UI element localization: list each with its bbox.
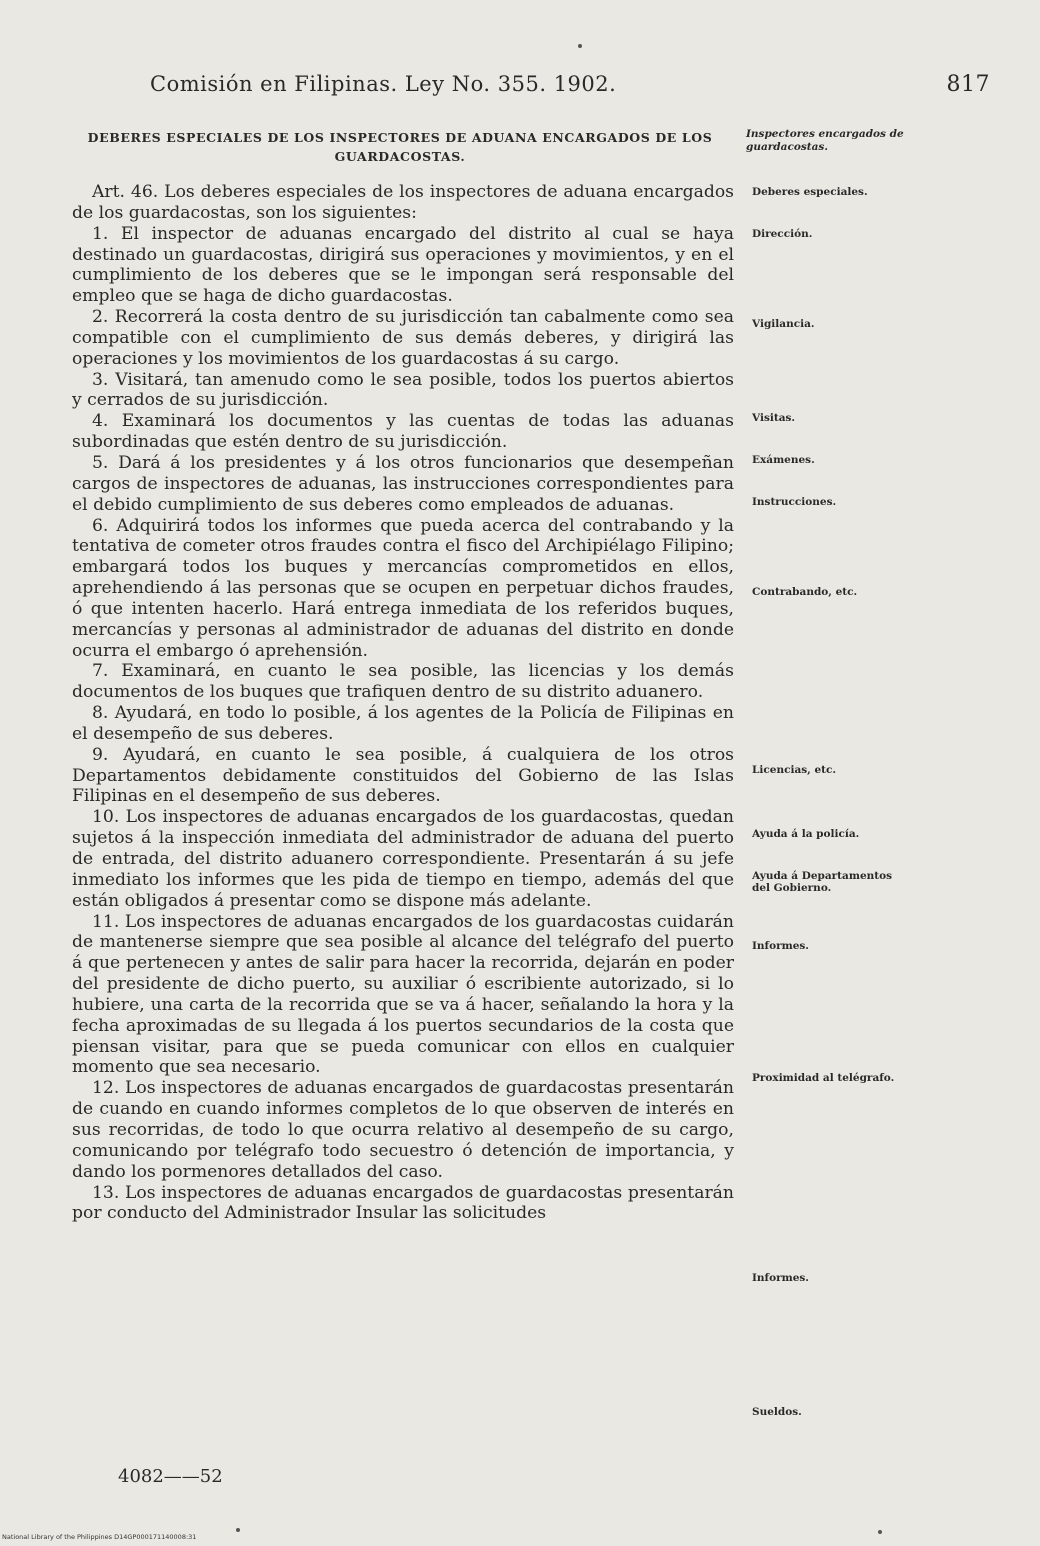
signature-mark: 4082——52 [118,1466,223,1487]
margin-note: Deberes especiales. [752,186,868,198]
margin-note: Vigilancia. [752,318,815,330]
paragraph-12: 12. Los inspectores de aduanas encargados de guardacostas presentarán de cuando en cuando informes completos de lo que observen de interés en sus recorridas, de todo lo que ocurra relativo al desempeño de su cargo, comunicando por telégrafo todo secuestro ó detención de importancia, y dando los pormenores detallados del caso. [72,1078,734,1182]
header-title: Comisión en Filipinas. Ley No. 355. 1902. [150,72,617,96]
paragraph-11: 11. Los inspectores de aduanas encargados de los guardacostas cuidarán de mantenerse siempre que sea posible al alcance del telégrafo del puerto á que pertenecen y antes de salir para hacer la recorrida, dejarán en poder del presidente de dicho puerto, su auxiliar ó escribiente autorizado, si lo hubiere, una carta de la recorrida que se va á hacer, señalando la hora y la fecha aproximadas de su llegada á los puertos secundarios de la costa que piensan visitar, para que se pueda comunicar con ellos en cualquier momento que sea necesario. [72,911,734,1078]
paragraph-2: 2. Recorrerá la costa dentro de su jurisdicción tan cabalmente como sea compatible con el cumplimiento de sus demás deberes, y dirigirá las operaciones y los movimientos de los guardacostas á su cargo. [72,307,734,369]
margin-note: Proximidad al telégrafo. [752,1072,895,1084]
margin-note: Visitas. [752,412,796,424]
paragraph-13: 13. Los inspectores de aduanas encargados de guardacostas presentarán por conducto del Administrador Insular las solicitudes [72,1182,734,1224]
speck [578,44,582,48]
paragraph-4: 4. Examinará los documentos y las cuentas de todas las aduanas subordinadas que estén dentro de su jurisdicción. [72,411,734,453]
paragraph-7: 7. Examinará, en cuanto le sea posible, las licencias y los demás documentos de los buques que trafiquen dentro de su distrito aduanero. [72,661,734,703]
margin-note: Licencias, etc. [752,764,837,776]
margin-note: Dirección. [752,228,813,240]
margin-heading: Inspectores encargados de guardacostas. [746,128,904,153]
paragraph-6: 6. Adquirirá todos los informes que pueda acerca del contrabando y la tentativa de cometer otros fraudes contra el fisco del Archipiélago Filipino; embargará todos los buques y mercancías comprometidos en ellos, aprehendiendo á las personas que se ocupen en perpetuar dichos fraudes, ó que intenten hacerlo. Hará entrega inmediata de los referidos buques, mercancías y personas al administrador de aduanas del distrito en donde ocurra el embargo ó aprehensión. [72,515,734,661]
margin-note: Informes. [752,940,809,952]
paragraph-9: 9. Ayudará, en cuanto le sea posible, á cualquiera de los otros Departamentos debidamente constituidos del Gobierno de las Islas Filipinas en el desempeño de sus deberes. [72,744,734,807]
margin-note: Exámenes. [752,454,815,466]
paragraph-art46: Art. 46. Los deberes especiales de los inspectores de aduana encargados de los guardacostas, son los siguientes: [72,182,734,223]
speck [236,1528,240,1532]
margin-note: Informes. [752,1272,809,1284]
speck [878,1530,882,1534]
margin-note: Ayuda á la policía. [752,828,860,840]
paragraph-1: 1. El inspector de aduanas encargado del distrito al cual se haya destinado un guardacostas, dirigirá sus operaciones y movimientos, y en el cumplimiento de los deberes que se le impongan será responsable del empleo que se haga de dicho guardacostas. [72,223,734,307]
section-heading: DEBERES ESPECIALES DE LOS INSPECTORES DE ADUANA ENCARGADOS DE LOS GUARDACOSTAS. [87,130,713,164]
paragraph-8: 8. Ayudará, en todo lo posible, á los agentes de la Policía de Filipinas en el desempeño de sus deberes. [72,703,734,744]
paragraph-3: 3. Visitará, tan amenudo como le sea posible, todos los puertos abiertos y cerrados de su jurisdicción. [72,369,734,411]
paragraph-5: 5. Dará á los presidentes y á los otros funcionarios que desempeñan cargos de inspectores de aduanas, las instrucciones correspondientes para el debido cumplimiento de sus deberes como empleados de aduanas. [72,452,734,515]
margin-note: Sueldos. [752,1406,802,1418]
library-credit: National Library of the Philippines D14GP000171140008:31 [2,1533,197,1541]
margin-note: Ayuda á Departamentos del Gobierno. [752,870,893,894]
margin-note: Instrucciones. [752,496,837,508]
page-number: 817 [946,72,990,97]
margin-note: Contrabando, etc. [752,586,858,598]
paragraph-10: 10. Los inspectores de aduanas encargados de los guardacostas, quedan sujetos á la inspección inmediata del administrador de aduana del puerto de entrada, del distrito aduanero correspondiente. Presentarán á su jefe inmediato los informes que les pida de tiempo en tiempo, además del que están obligados á presentar como se dispone más adelante. [72,807,734,911]
body-text [72,182,734,1224]
